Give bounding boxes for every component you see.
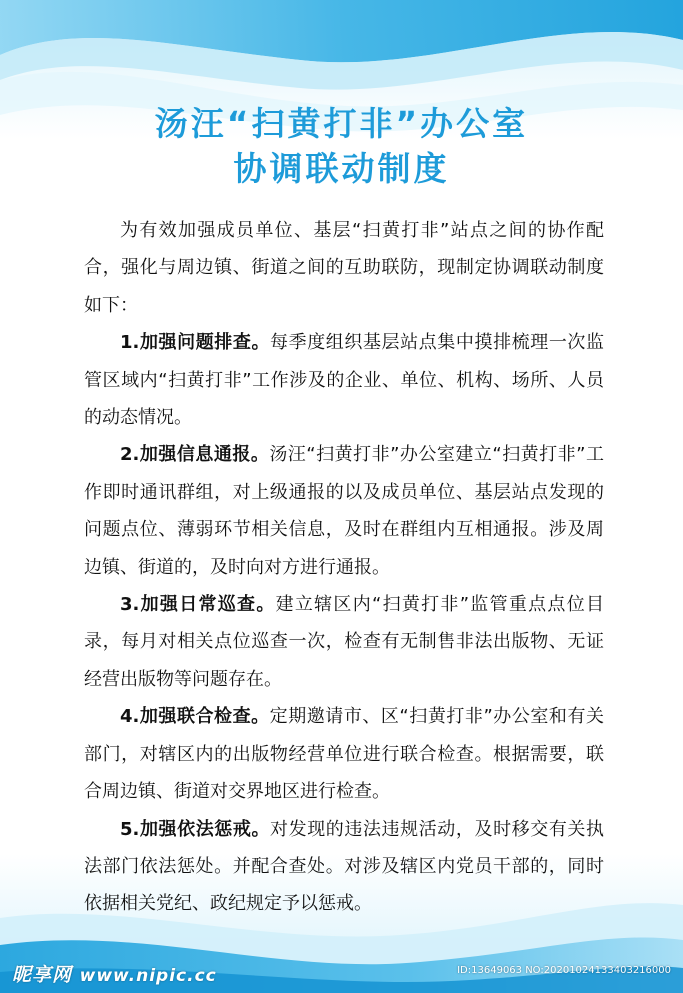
watermark-logo [12,960,217,987]
watermark-url: www.nipic.cc [79,966,217,986]
document-title-line2: 协调联动制度 [233,149,450,188]
item-title-4: 4.加强联合检查。 [120,706,270,728]
item-paragraph-1 [84,324,604,436]
item-paragraph-3 [84,586,604,698]
item-paragraph-2 [84,436,604,586]
item-text-3: 建立辖区内“扫黄打非”监管重点点位目录，每月对相关点位巡查一次，检查有无制售非法出版物、无证经营出版物等问题存在。 [84,594,604,690]
item-title-5: 5.加强依法惩戒。 [120,818,271,840]
item-paragraph-4 [84,698,604,810]
item-text-1: 每季度组织基层站点集中摸排梳理一次监管区域内“扫黄打非”工作涉及的企业、单位、机构、场所、人员的动态情况。 [84,332,604,429]
item-paragraph-5 [84,811,604,923]
item-title-3: 3.加强日常巡查。 [120,594,276,616]
item-title-1: 1.加强问题排查。 [120,332,271,354]
document-body [84,212,604,923]
item-text-4: 定期邀请市、区“扫黄打非”办公室和有关部门，对辖区内的出版物经营单位进行联合检查。根据需要，联合周边镇、街道对交界地区进行检查。 [84,706,604,803]
document-title-line1: 汤汪“扫黄打非”办公室 [154,104,529,143]
watermark-id: ID:13649063 NO:20201024133403216000 [457,965,671,976]
item-title-2: 2.加强信息通报。 [120,444,270,466]
watermark-logo-text: 昵享网 [12,964,73,986]
intro-paragraph: 为有效加强成员单位、基层“扫黄打非”站点之间的协作配合，强化与周边镇、街道之间的互助联防，现制定协调联动制度如下： [84,220,604,316]
item-text-5: 对发现的违法违规活动，及时移交有关执法部门依法惩处。并配合查处。对涉及辖区内党员干部的，同时依据相关党纪、政纪规定予以惩戒。 [84,818,604,915]
item-text-2: 汤汪“扫黄打非”办公室建立“扫黄打非”工作即时通讯群组，对上级通报的以及成员单位、基层站点发现的问题点位、薄弱环节相关信息，及时在群组内互相通报。涉及周边镇、街道的，及时向对方进行通报。 [84,444,604,578]
